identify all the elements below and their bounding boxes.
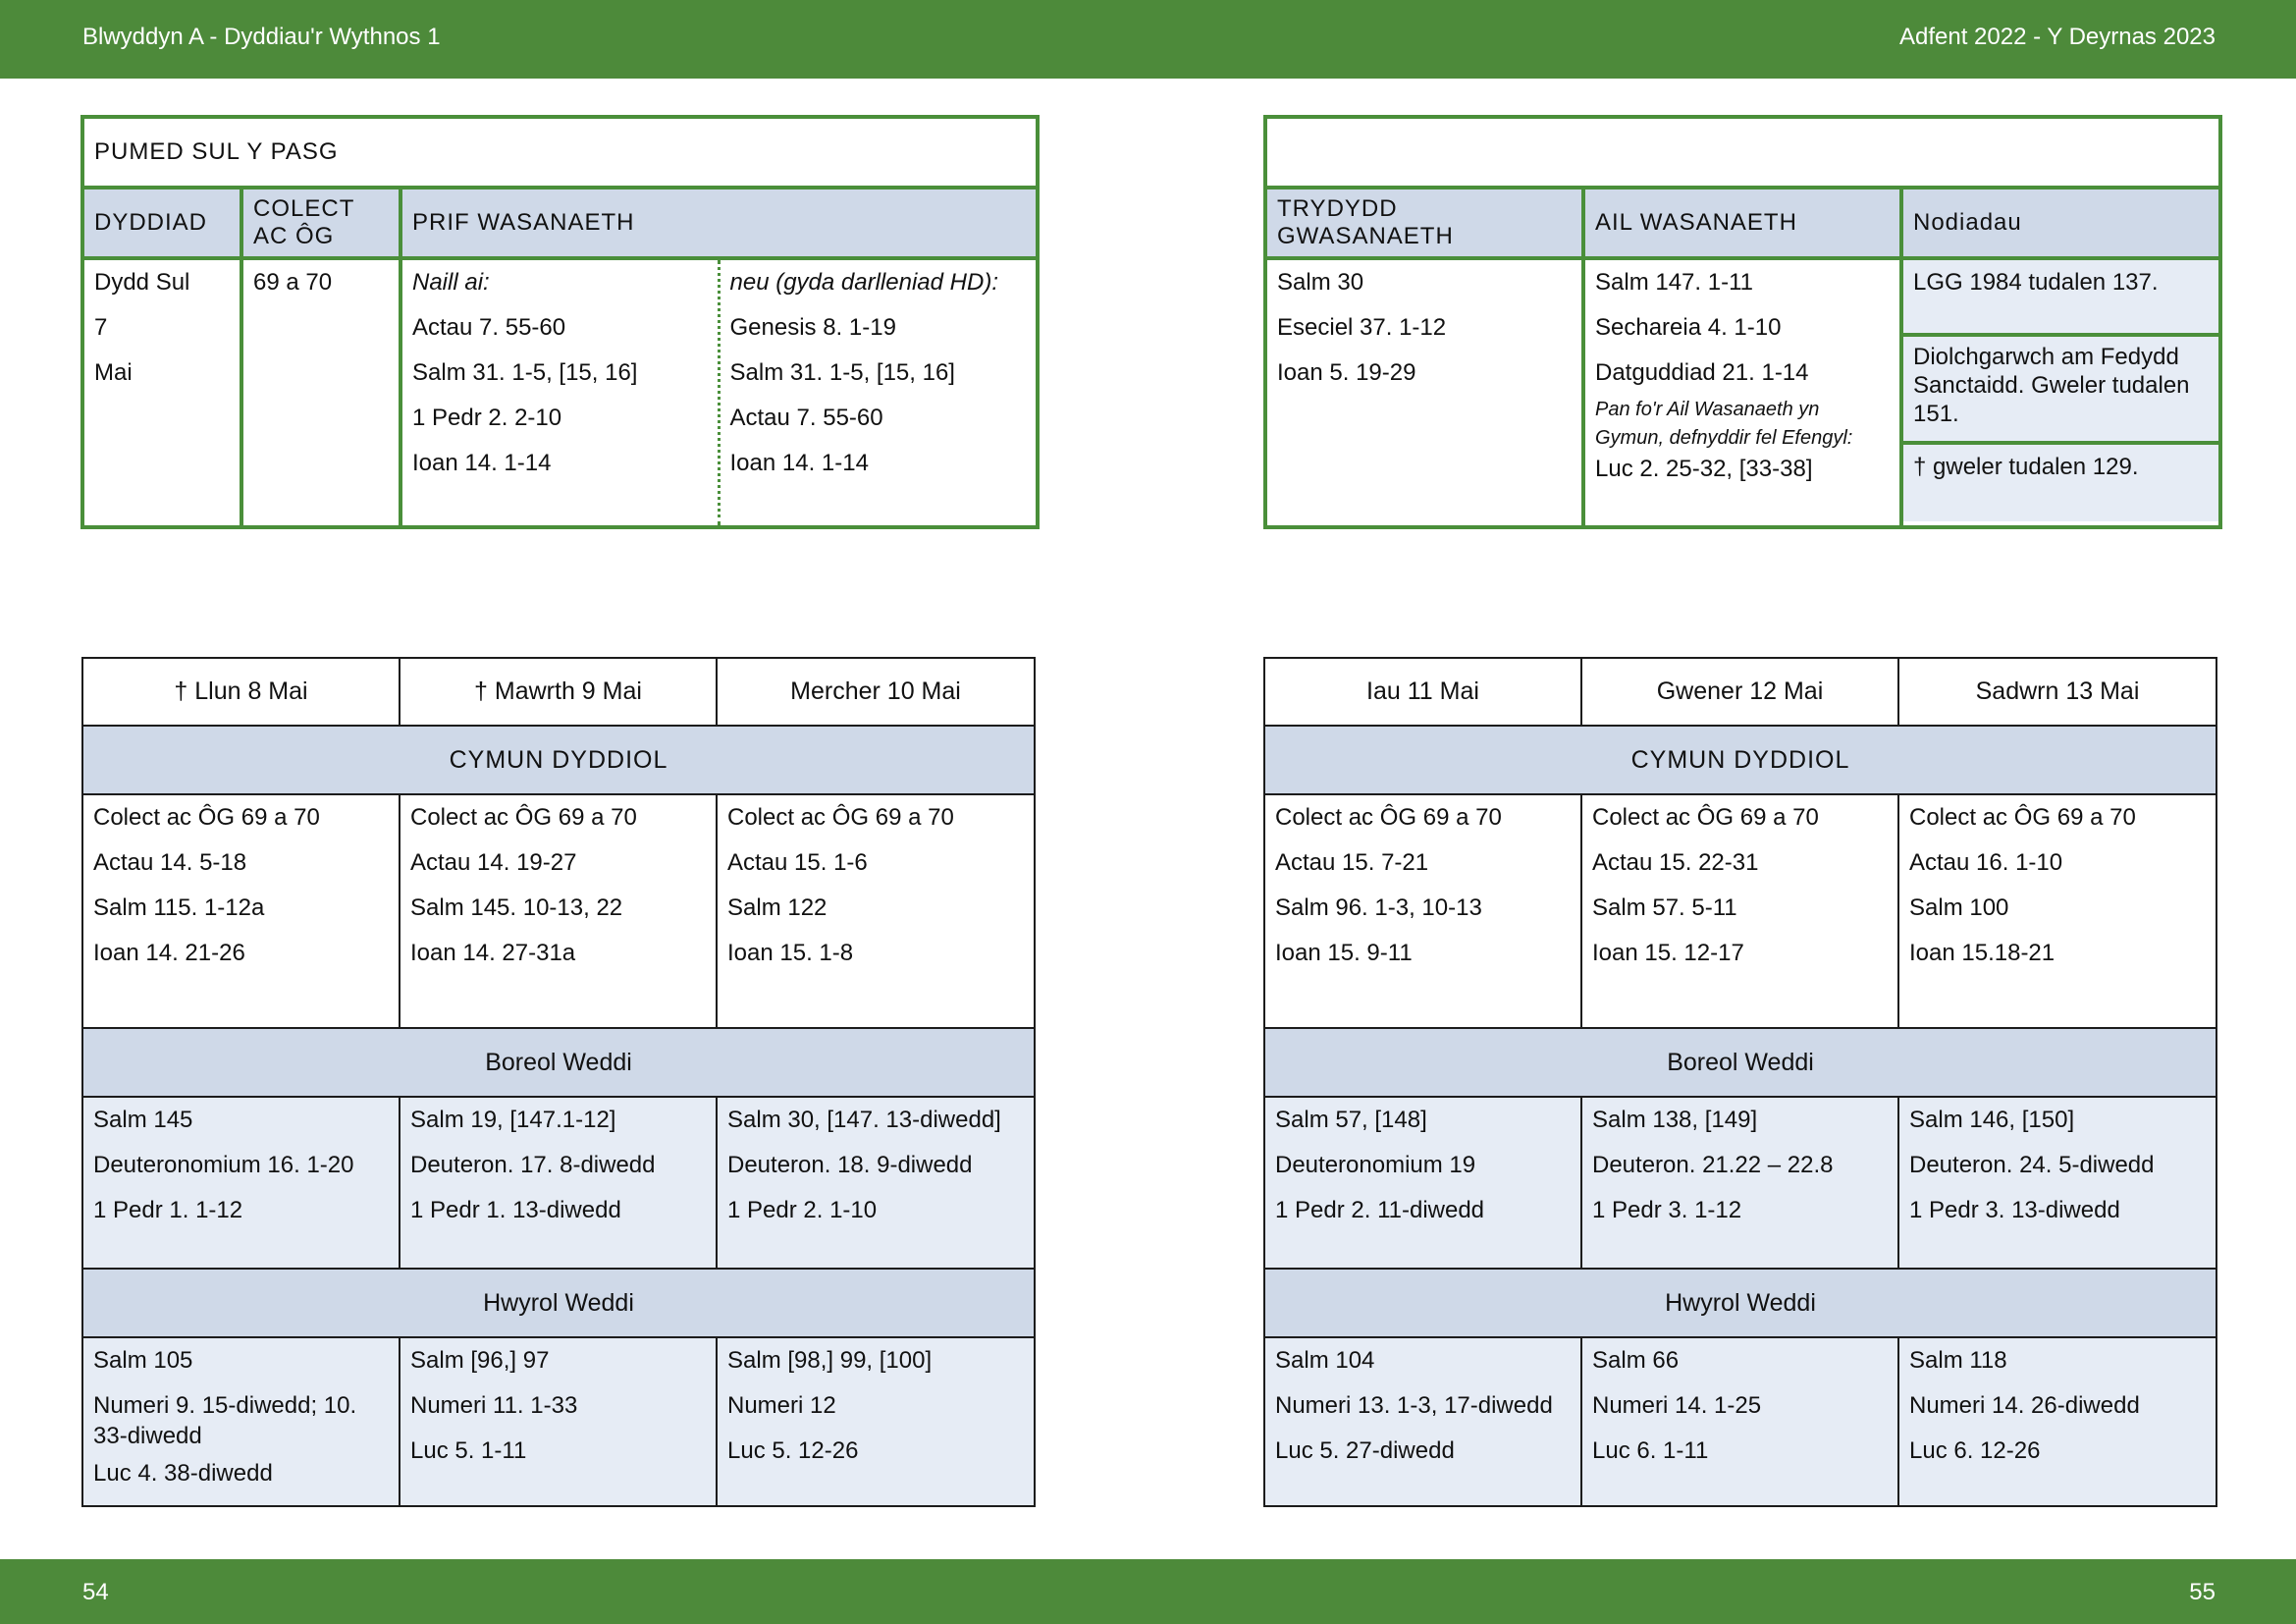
reading: Ioan 14. 27-31a	[410, 940, 576, 966]
reading: Numeri 12	[727, 1392, 836, 1419]
reading: 1 Pedr 1. 1-12	[93, 1197, 243, 1223]
reading: Deuteron. 21.22 – 22.8	[1592, 1152, 1834, 1178]
col-header-date	[82, 188, 241, 258]
evening-cell	[400, 1337, 717, 1506]
communion-cell	[82, 794, 400, 1028]
reading: 1 Pedr 3. 13-diwedd	[1909, 1197, 2120, 1223]
option-a-heading: Naill ai:	[412, 269, 490, 296]
evening-cell	[1264, 1337, 1581, 1506]
reading: Ioan 15. 1-8	[727, 940, 854, 966]
section-communion	[1264, 726, 2216, 794]
col-header-date-label: DYDDIAD	[94, 209, 208, 236]
reading: Numeri 14. 26-diwedd	[1909, 1392, 2140, 1419]
reading: 1 Pedr 2. 1-10	[727, 1197, 878, 1223]
reading: Salm 118	[1909, 1347, 2007, 1374]
reading: Ioan 15. 9-11	[1275, 940, 1413, 966]
reading: Salm 19, [147.1-12]	[410, 1107, 616, 1133]
reading: Salm 146, [150]	[1909, 1107, 2075, 1133]
reading: Actau 15. 7-21	[1275, 849, 1429, 876]
reading: Salm 57, [148]	[1275, 1107, 1427, 1133]
day-label: † Mawrth 9 Mai	[474, 677, 642, 705]
reading: Salm 57. 5-11	[1592, 894, 1737, 921]
reading: Salm 115. 1-12a	[93, 894, 265, 921]
reading: Ioan 15.18-21	[1909, 940, 2056, 966]
reading: Colect ac ÔG 69 a 70	[727, 804, 954, 831]
col-header-third-service	[1265, 188, 1583, 258]
reading: Actau 16. 1-10	[1909, 849, 2063, 876]
reading: Eseciel 37. 1-12	[1277, 314, 1447, 341]
section-label: Boreol Weddi	[1667, 1048, 1814, 1076]
option-b-cell	[719, 258, 1038, 527]
reading: Salm 147. 1-11	[1595, 269, 1753, 296]
reading: Actau 14. 19-27	[410, 849, 577, 876]
morning-cell	[1581, 1097, 1898, 1269]
communion-cell	[717, 794, 1035, 1028]
day-label: † Llun 8 Mai	[174, 677, 308, 705]
reading: Luc 5. 12-26	[727, 1437, 859, 1464]
day-header	[82, 658, 400, 726]
reading: Ioan 14. 1-14	[729, 450, 869, 476]
reading: Numeri 14. 1-25	[1592, 1392, 1762, 1419]
sunday-title: PUMED SUL Y PASG	[94, 138, 339, 165]
communion-cell	[400, 794, 717, 1028]
section-label: Hwyrol Weddi	[1665, 1288, 1816, 1317]
reading: Ioan 5. 19-29	[1277, 359, 1416, 386]
reading: Colect ac ÔG 69 a 70	[1275, 804, 1502, 831]
section-label: CYMUN DYDDIOL	[1630, 745, 1850, 774]
reading: Luc 6. 1-11	[1592, 1437, 1709, 1464]
day-label: Mercher 10 Mai	[790, 677, 961, 705]
morning-cell	[1898, 1097, 2216, 1269]
note-text: Diolchgarwch am Fedydd Sanctaidd. Gweler tudalen 151.	[1913, 344, 2190, 427]
note-text: † gweler tudalen 129.	[1913, 454, 2139, 480]
sunday-main-table	[80, 115, 1040, 529]
reading: Actau 14. 5-18	[93, 849, 247, 876]
reading: Salm 138, [149]	[1592, 1107, 1758, 1133]
day-header	[400, 658, 717, 726]
col-header-second-label: AIL WASANAETH	[1595, 209, 1797, 236]
section-evening-prayer	[82, 1269, 1035, 1337]
footer-bar	[0, 1559, 2296, 1624]
weekday-table-right	[1263, 657, 2217, 1507]
reading: Salm 122	[727, 894, 828, 921]
reading: Salm 145	[93, 1107, 193, 1133]
reading: Numeri 13. 1-3, 17-diwedd	[1275, 1392, 1553, 1419]
morning-cell	[82, 1097, 400, 1269]
reading: Luc 5. 1-11	[410, 1437, 527, 1464]
reading: Salm 31. 1-5, [15, 16]	[729, 359, 955, 386]
reading: Salm [96,] 97	[410, 1347, 550, 1374]
reading: Salm 30	[1277, 269, 1364, 296]
header-right-title: Adfent 2022 - Y Deyrnas 2023	[1898, 24, 2216, 50]
day-label: Gwener 12 Mai	[1656, 677, 1824, 705]
reading: Luc 6. 12-26	[1909, 1437, 2041, 1464]
page-number-left: 54	[82, 1579, 109, 1605]
reading: Salm 31. 1-5, [15, 16]	[412, 359, 638, 386]
reading: Ioan 14. 1-14	[412, 450, 552, 476]
reading: Salm [98,] 99, [100]	[727, 1347, 933, 1374]
communion-cell	[1581, 794, 1898, 1028]
reading: Luc 4. 38-diwedd	[93, 1460, 273, 1487]
col-header-third-label: TRYDYDD GWASANAETH	[1277, 195, 1454, 249]
reading: Numeri 11. 1-33	[410, 1392, 578, 1419]
reading: Deuteronomium 19	[1275, 1152, 1476, 1178]
day-label: Iau 11 Mai	[1366, 677, 1479, 705]
evening-cell	[1898, 1337, 2216, 1506]
reading: Sechareia 4. 1-10	[1595, 314, 1782, 341]
other-title-cell	[1265, 117, 2220, 188]
page-number-right: 55	[2189, 1579, 2216, 1605]
collect-cell	[241, 258, 400, 527]
header-bar	[0, 0, 2296, 79]
reading: Colect ac ÔG 69 a 70	[1909, 804, 2136, 831]
morning-cell	[717, 1097, 1035, 1269]
reading: Salm 145. 10-13, 22	[410, 894, 623, 921]
reading: Datguddiad 21. 1-14	[1595, 359, 1809, 386]
note-item	[1903, 260, 2218, 337]
reading: Luc 2. 25-32, [33-38]	[1595, 456, 1813, 482]
reading: Actau 15. 22-31	[1592, 849, 1759, 876]
morning-cell	[1264, 1097, 1581, 1269]
date-cell	[82, 258, 241, 527]
reading: 1 Pedr 3. 1-12	[1592, 1197, 1742, 1223]
weekday-table-left	[81, 657, 1036, 1507]
reading: Colect ac ÔG 69 a 70	[1592, 804, 1819, 831]
date-line: Mai	[94, 359, 133, 386]
communion-cell	[1898, 794, 2216, 1028]
communion-cell	[1264, 794, 1581, 1028]
reading: Actau 7. 55-60	[412, 314, 566, 341]
reading: Actau 7. 55-60	[729, 405, 883, 431]
section-label: Boreol Weddi	[485, 1048, 632, 1076]
day-label: Sadwrn 13 Mai	[1975, 677, 2140, 705]
reading: Deuteron. 24. 5-diwedd	[1909, 1152, 2155, 1178]
option-b-heading: neu (gyda darlleniad HD):	[729, 269, 998, 296]
note-item	[1903, 445, 2218, 521]
reading: Colect ac ÔG 69 a 70	[93, 804, 320, 831]
morning-cell	[400, 1097, 717, 1269]
sunday-title-cell	[82, 117, 1038, 188]
section-communion	[82, 726, 1035, 794]
col-header-collect	[241, 188, 400, 258]
reading: Deuteron. 18. 9-diwedd	[727, 1152, 973, 1178]
reading: Deuteron. 17. 8-diwedd	[410, 1152, 656, 1178]
reading: 1 Pedr 2. 2-10	[412, 405, 562, 431]
date-line: 7	[94, 314, 108, 341]
reading: Ioan 15. 12-17	[1592, 940, 1744, 966]
reading: Numeri 9. 15-diwedd; 10. 33-diwedd	[93, 1392, 357, 1449]
col-header-notes	[1901, 188, 2220, 258]
col-header-notes-label: Nodiadau	[1913, 209, 2022, 236]
day-header	[717, 658, 1035, 726]
evening-cell	[717, 1337, 1035, 1506]
reading: Salm 100	[1909, 894, 2009, 921]
reading: Salm 104	[1275, 1347, 1375, 1374]
option-a-cell	[400, 258, 719, 527]
section-evening-prayer	[1264, 1269, 2216, 1337]
col-header-main-label: PRIF WASANAETH	[412, 209, 635, 236]
reading: Luc 5. 27-diwedd	[1275, 1437, 1455, 1464]
col-header-collect-label: COLECT AC ÔG	[253, 195, 354, 249]
reading: Salm 105	[93, 1347, 193, 1374]
second-service-note: Pan fo'r Ail Wasanaeth yn Gymun, defnyddir fel Efengyl:	[1595, 399, 1853, 449]
section-morning-prayer	[1264, 1028, 2216, 1097]
reading: Deuteronomium 16. 1-20	[93, 1152, 354, 1178]
reading: Genesis 8. 1-19	[729, 314, 896, 341]
reading: Actau 15. 1-6	[727, 849, 868, 876]
reading: Ioan 14. 21-26	[93, 940, 245, 966]
day-header	[1264, 658, 1581, 726]
section-morning-prayer	[82, 1028, 1035, 1097]
third-service-cell	[1265, 258, 1583, 527]
col-header-main-service	[400, 188, 1038, 258]
evening-cell	[82, 1337, 400, 1506]
note-text: LGG 1984 tudalen 137.	[1913, 269, 2159, 296]
header-left-title: Blwyddyn A - Dyddiau'r Wythnos 1	[82, 24, 441, 50]
note-item	[1903, 337, 2218, 445]
reading: Colect ac ÔG 69 a 70	[410, 804, 637, 831]
reading: Salm 30, [147. 13-diwedd]	[727, 1107, 1001, 1133]
section-label: Hwyrol Weddi	[483, 1288, 634, 1317]
col-header-second-service	[1583, 188, 1901, 258]
notes-cell	[1901, 258, 2220, 527]
second-service-cell	[1583, 258, 1901, 527]
reading: Salm 96. 1-3, 10-13	[1275, 894, 1482, 921]
reading: Salm 66	[1592, 1347, 1680, 1374]
day-header	[1581, 658, 1898, 726]
other-services-table	[1263, 115, 2222, 529]
reading: 1 Pedr 2. 11-diwedd	[1275, 1197, 1485, 1223]
section-label: CYMUN DYDDIOL	[449, 745, 668, 774]
evening-cell	[1581, 1337, 1898, 1506]
date-line: Dydd Sul	[94, 269, 190, 296]
collect-value: 69 a 70	[253, 269, 333, 296]
day-header	[1898, 658, 2216, 726]
reading: 1 Pedr 1. 13-diwedd	[410, 1197, 621, 1223]
